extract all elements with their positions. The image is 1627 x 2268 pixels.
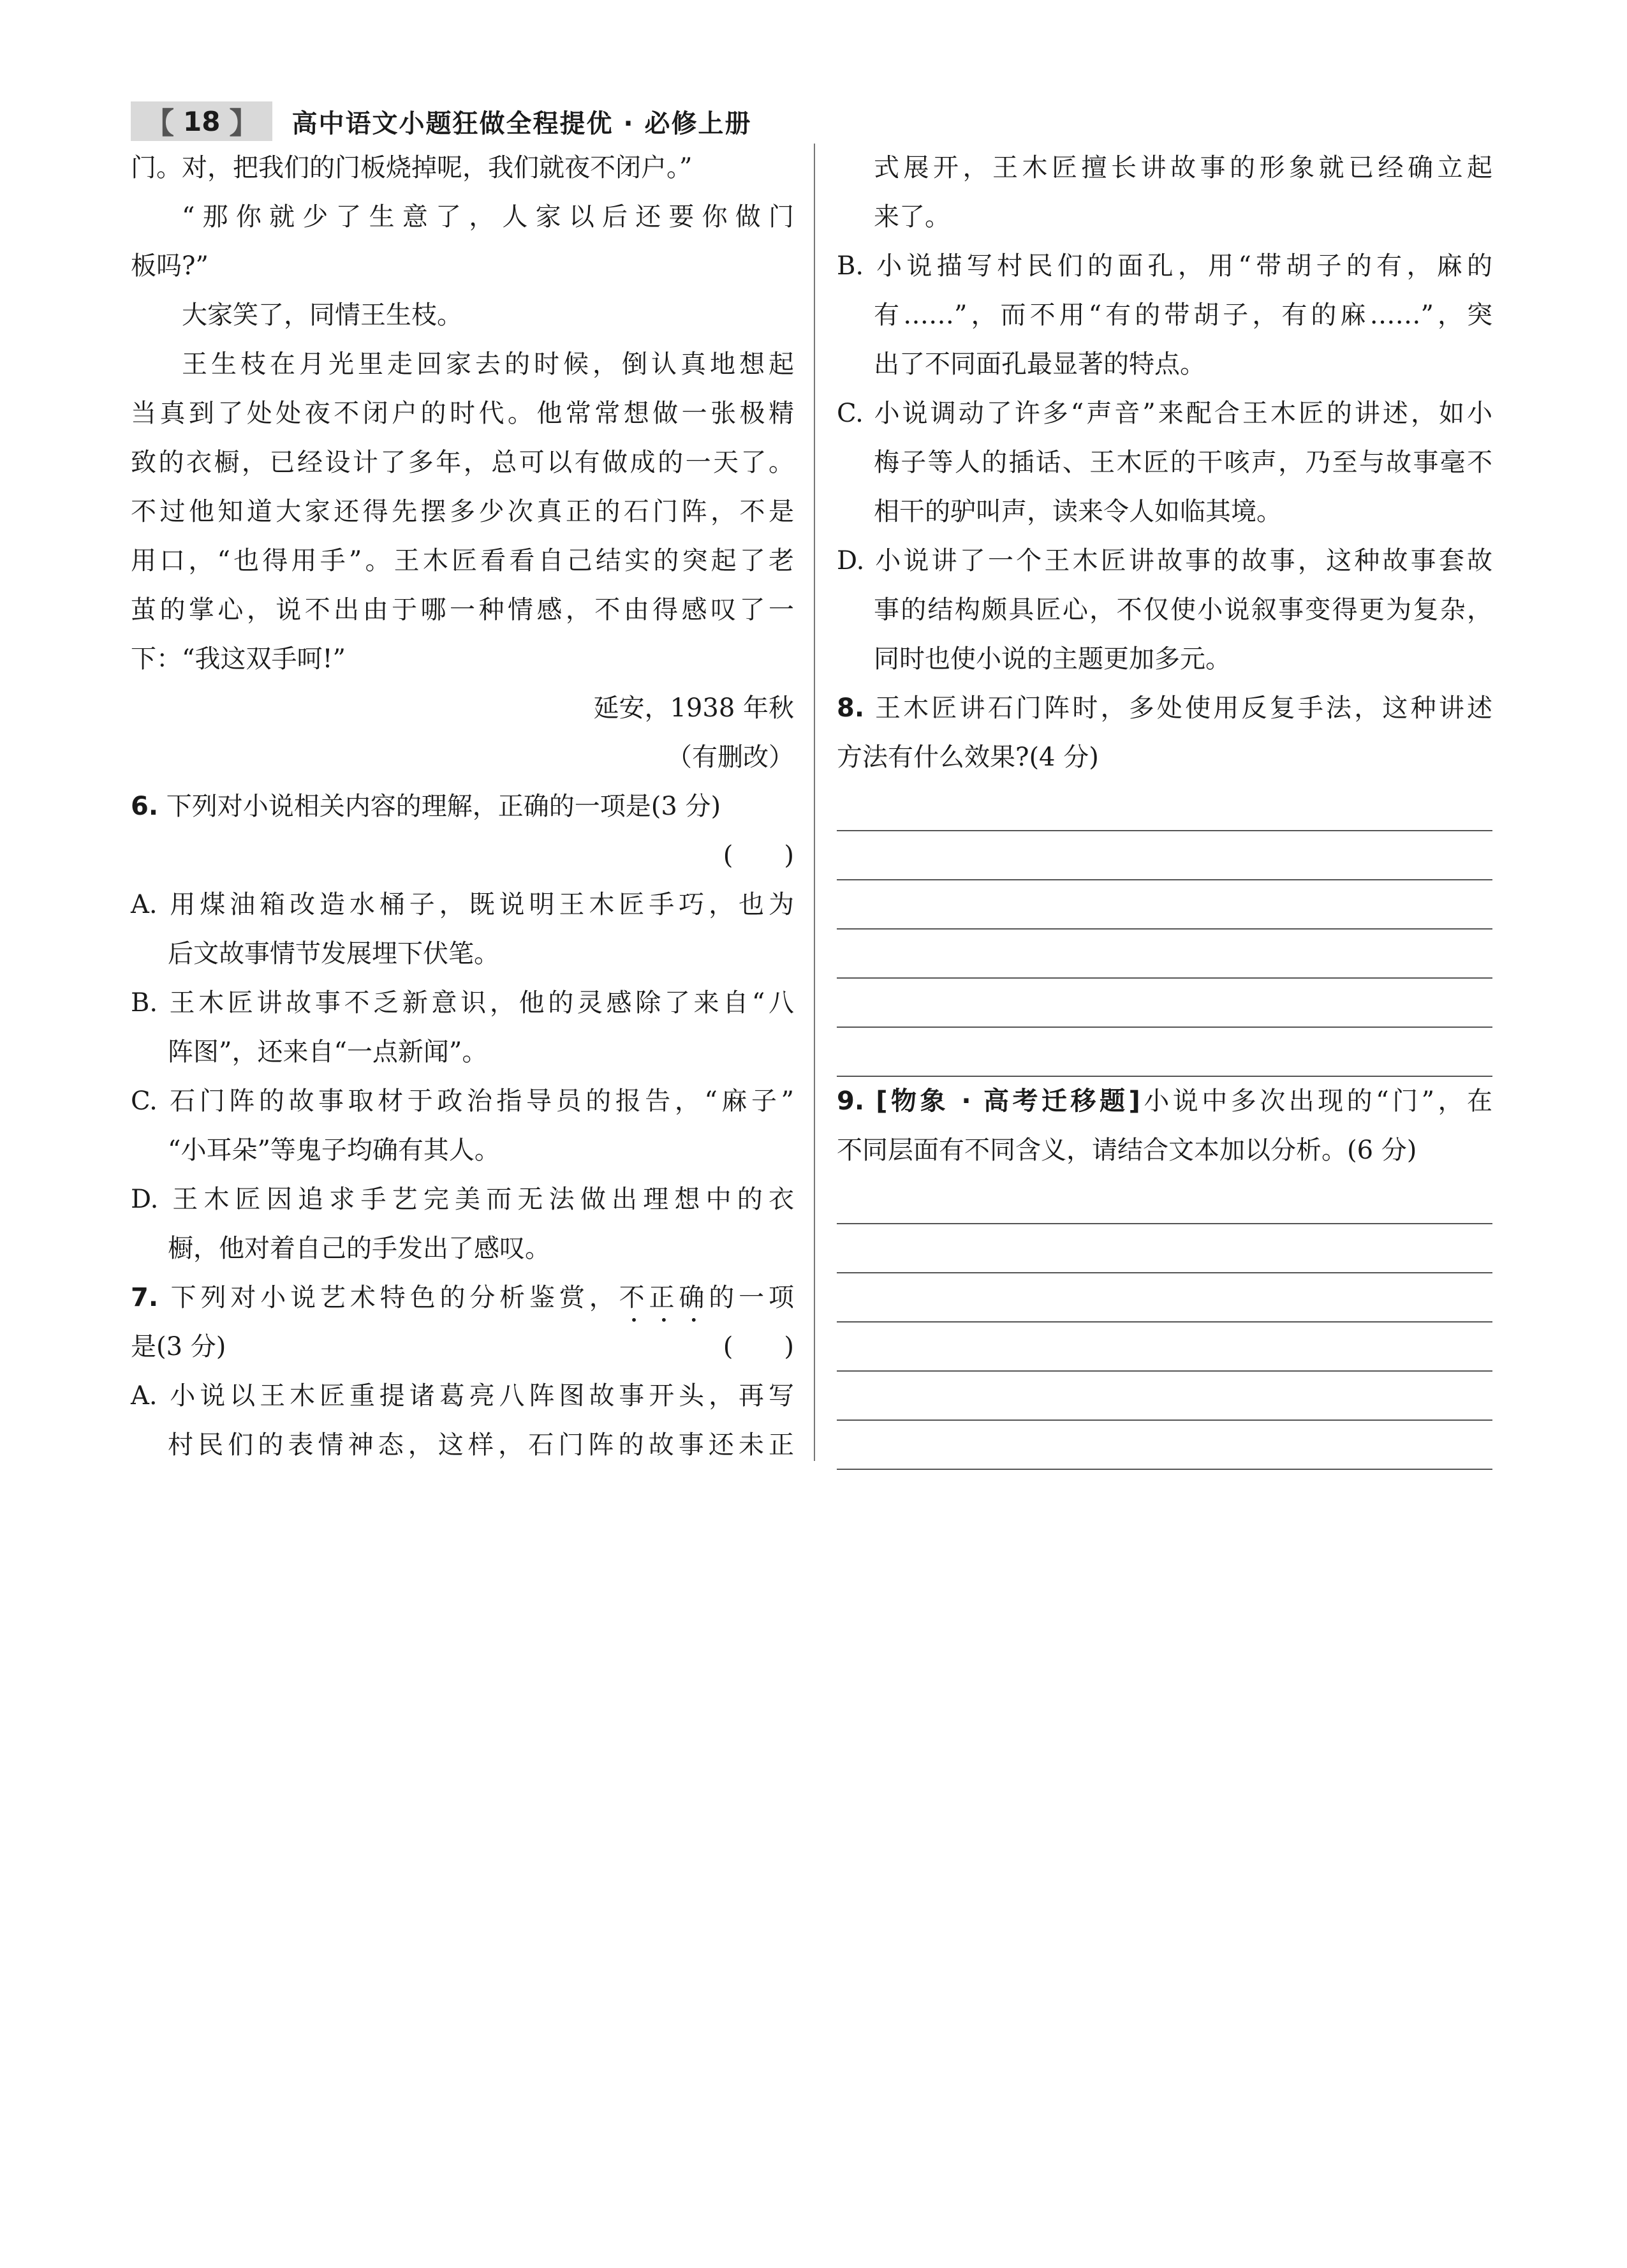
story-text-line: 不过他知道大家还得先摆多少次真正的石门阵，不是 bbox=[131, 497, 794, 526]
story-text-line: 板吗?” bbox=[131, 251, 209, 281]
option-b-cont: 出了不同面孔最显著的特点。 bbox=[874, 350, 1205, 379]
question-number: 9. bbox=[837, 1086, 865, 1116]
left-bracket: 【 bbox=[145, 106, 174, 140]
answer-line[interactable] bbox=[837, 979, 1492, 1028]
option-a-cont: 来了。 bbox=[874, 202, 950, 232]
option-c-cont: “小耳朵”等鬼子均确有其人。 bbox=[168, 1136, 500, 1165]
option-a: A. 用煤油箱改造水桶子，既说明王木匠手巧，也为 bbox=[131, 890, 794, 919]
answer-line[interactable] bbox=[837, 1372, 1492, 1421]
option-d: D. 小说讲了一个王木匠讲故事的故事，这种故事套故 bbox=[837, 546, 1492, 575]
option-a-cont: 式展开，王木匠擅长讲故事的形象就已经确立起 bbox=[874, 153, 1492, 182]
answer-line[interactable] bbox=[837, 1323, 1492, 1372]
option-d-cont: 事的结构颇具匠心，不仅使小说叙事变得更为复杂， bbox=[874, 595, 1492, 625]
question-text: 是(3 分) bbox=[131, 1332, 226, 1361]
story-text-line: 大家笑了，同情王生枝。 bbox=[182, 300, 462, 330]
option-d-cont: 橱，他对着自己的手发出了感叹。 bbox=[168, 1234, 550, 1263]
story-text-line: 门。对，把我们的门板烧掉呢，我们就夜不闭户。” bbox=[131, 153, 693, 182]
option-b: B. 王木匠讲故事不乏新意识，他的灵感除了来自“八 bbox=[131, 988, 794, 1018]
question-7-stem bbox=[131, 1273, 794, 1323]
question-9-stem bbox=[837, 1077, 1492, 1126]
answer-line[interactable] bbox=[837, 1273, 1492, 1323]
question-8-stem bbox=[837, 684, 1492, 733]
question-6-stem bbox=[131, 782, 794, 831]
page-header bbox=[131, 96, 752, 147]
left-column bbox=[131, 144, 794, 1470]
question-9-stem-cont: 不同层面有不同含义，请结合文本加以分析。(6 分) bbox=[837, 1136, 1417, 1165]
option-a-cont: 后文故事情节发展埋下伏笔。 bbox=[168, 939, 499, 968]
option-c: C. 小说调动了许多“声音”来配合王木匠的讲述，如小 bbox=[837, 399, 1492, 428]
question-text: 的一项 bbox=[709, 1283, 795, 1312]
right-column bbox=[837, 144, 1492, 1470]
answer-line[interactable] bbox=[837, 1224, 1492, 1273]
option-d-cont: 同时也使小说的主题更加多元。 bbox=[874, 644, 1231, 674]
question-number: 8. bbox=[837, 693, 865, 723]
question-text: 小说中多次出现的“门”，在 bbox=[1140, 1086, 1493, 1116]
option-c-cont: 相干的驴叫声，读来令人如临其境。 bbox=[874, 497, 1282, 526]
abridged-note: （有删改） bbox=[666, 743, 794, 772]
book-title: 高中语文小题狂做全程提优 · 必修上册 bbox=[291, 108, 752, 138]
question-text: 下列对小说艺术特色的分析鉴赏， bbox=[170, 1283, 619, 1312]
emphasized-text: 不正确 bbox=[619, 1283, 709, 1312]
story-text-line: 茧的掌心，说不出由于哪一种情感，不由得感叹了一 bbox=[131, 595, 794, 625]
answer-line[interactable] bbox=[837, 1421, 1492, 1470]
question-number: 6. bbox=[131, 792, 159, 821]
question-tag: [物象 · 高考迁移题] bbox=[876, 1086, 1140, 1116]
answer-bracket[interactable]: ( ) bbox=[723, 1332, 794, 1361]
page-number-badge bbox=[131, 101, 272, 141]
answer-line[interactable] bbox=[837, 930, 1492, 979]
option-b: B. 小说描写村民们的面孔，用“带胡子的有，麻的 bbox=[837, 251, 1492, 281]
option-a-cont: 村民们的表情神态，这样，石门阵的故事还未正 bbox=[168, 1430, 794, 1460]
option-c-cont: 梅子等人的插话、王木匠的干咳声，乃至与故事毫不 bbox=[874, 448, 1492, 477]
story-signature: 延安，1938 年秋 bbox=[593, 693, 794, 723]
story-text-line: “那你就少了生意了，人家以后还要你做门 bbox=[182, 202, 794, 232]
question-7-stem-cont bbox=[131, 1323, 794, 1372]
question-text: 下列对小说相关内容的理解，正确的一项是(3 分) bbox=[166, 792, 721, 821]
story-text-line: 下：“我这双手呵!” bbox=[131, 644, 346, 674]
answer-line[interactable] bbox=[837, 1175, 1492, 1224]
story-text-line: 当真到了处处夜不闭户的时代。他常常想做一张极精 bbox=[131, 399, 794, 428]
answer-line[interactable] bbox=[837, 831, 1492, 880]
option-b-cont: 阵图”，还来自“一点新闻”。 bbox=[168, 1037, 488, 1067]
story-text-line: 用口，“也得用手”。王木匠看看自己结实的突起了老 bbox=[131, 546, 794, 575]
story-text-line: 王生枝在月光里走回家去的时候，倒认真地想起 bbox=[182, 350, 794, 379]
answer-line[interactable] bbox=[837, 782, 1492, 831]
answer-bracket[interactable]: ( ) bbox=[723, 841, 794, 870]
column-divider bbox=[814, 144, 815, 1461]
page-number: 18 bbox=[183, 105, 221, 137]
option-d: D. 王木匠因追求手艺完美而无法做出理想中的衣 bbox=[131, 1185, 794, 1214]
answer-line[interactable] bbox=[837, 1028, 1492, 1077]
option-b-cont: 有……”，而不用“有的带胡子，有的麻……”，突 bbox=[874, 300, 1492, 330]
option-c: C. 石门阵的故事取材于政治指导员的报告，“麻子” bbox=[131, 1086, 794, 1116]
question-8-stem-cont: 方法有什么效果?(4 分) bbox=[837, 743, 1099, 772]
option-a: A. 小说以王木匠重提诸葛亮八阵图故事开头，再写 bbox=[131, 1381, 794, 1411]
question-number: 7. bbox=[131, 1283, 159, 1312]
story-text-line: 致的衣橱，已经设计了多年，总可以有做成的一天了。 bbox=[131, 448, 794, 477]
question-text: 王木匠讲石门阵时，多处使用反复手法，这种讲述 bbox=[874, 693, 1493, 723]
right-bracket: 】 bbox=[229, 106, 259, 140]
answer-line[interactable] bbox=[837, 880, 1492, 930]
